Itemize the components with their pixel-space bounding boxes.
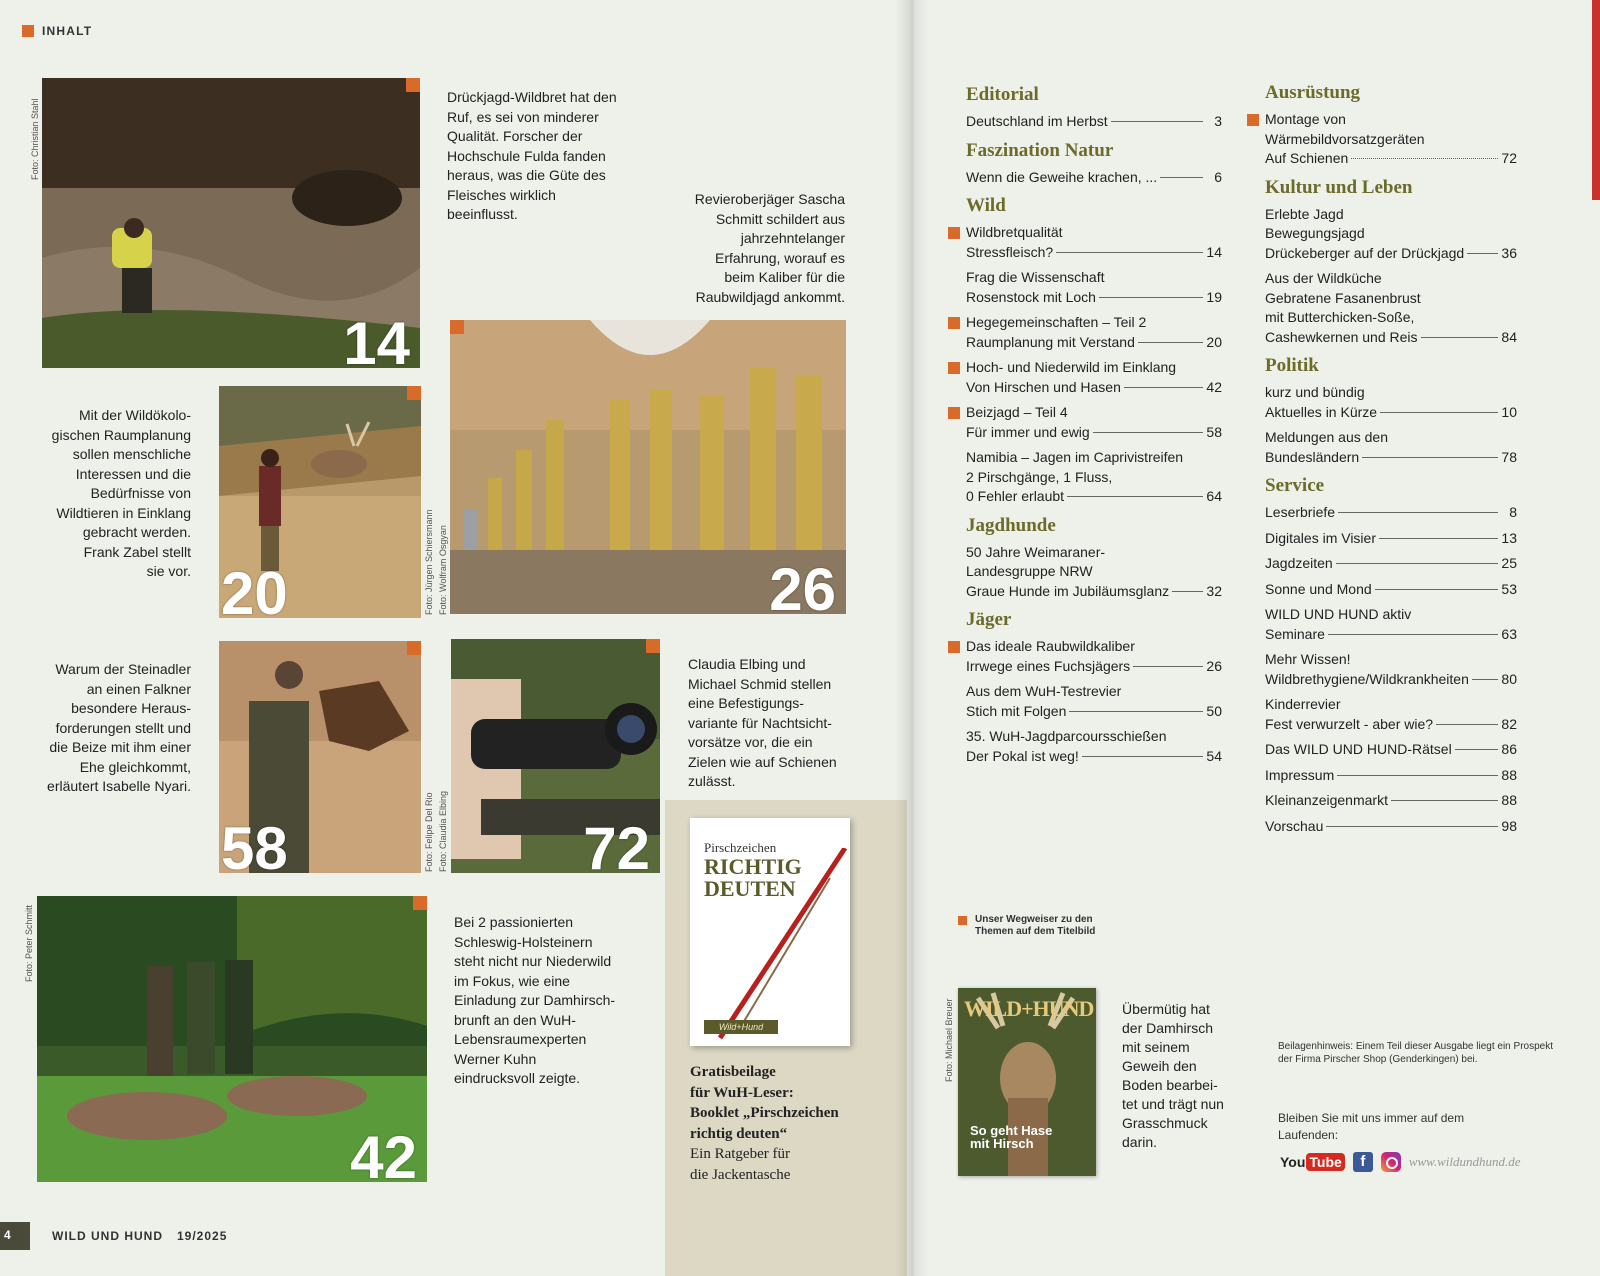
toc-entry-title: Jagdzeiten (1265, 555, 1333, 571)
photo-credit: Foto: Wolfram Osgyan (438, 525, 448, 615)
photo-page-number: 20 (221, 560, 288, 618)
toc-page-number: 14 (1206, 243, 1222, 260)
page-gutter (895, 0, 929, 1276)
facebook-icon[interactable]: f (1353, 1152, 1373, 1172)
toc-entry-line: Frag die Wissenschaft (966, 269, 1105, 285)
toc-entry-title: Sonne und Mond (1265, 580, 1372, 597)
toc-entry-line: Gebratene Fasanenbrust (1265, 289, 1421, 306)
toc-section-heading: Kultur und Leben (1265, 176, 1413, 198)
section-marker-icon (958, 916, 967, 925)
toc-page-number: 19 (1206, 288, 1222, 305)
leader-line (1421, 337, 1498, 338)
toc-entry[interactable] (1265, 503, 1517, 523)
toc-entry-title: Digitales im Visier (1265, 529, 1376, 546)
leader-line (1336, 563, 1498, 564)
toc-entry[interactable] (966, 112, 1222, 132)
cover-topic-marker-icon (948, 641, 960, 653)
leader-line (1380, 412, 1498, 413)
toc-entry-title: Fest verwurzelt - aber wie? (1265, 715, 1434, 732)
photo-page-number: 42 (350, 1124, 417, 1182)
toc-page-number: 63 (1501, 625, 1517, 642)
leader-line (1472, 679, 1498, 680)
cover-title: WILD+HUND (964, 996, 1094, 1021)
magazine-cover[interactable] (958, 988, 1096, 1176)
toc-section-heading: Ausrüstung (1265, 82, 1361, 103)
leader-line (1124, 387, 1203, 388)
instagram-icon[interactable] (1381, 1152, 1401, 1172)
leader-line (1138, 342, 1203, 343)
toc-entry[interactable] (1265, 580, 1517, 600)
toc-page-number: 78 (1501, 448, 1517, 465)
caption-58: Warum der Steinadler an einen Falkner besondere Heraus- forderungen stellt und die Beize mit ihm einer Ehe gleichkommt, erläutert Isabelle Nyari. (47, 661, 191, 794)
leader-line (1338, 512, 1498, 513)
toc-page-number: 8 (1509, 504, 1517, 520)
photo-page-number: 26 (769, 556, 836, 614)
toc-entry[interactable] (1265, 269, 1517, 347)
toc-entry-title: Stich mit Folgen (966, 702, 1067, 719)
toc-page-number: 98 (1501, 817, 1517, 834)
insert-note: Beilagenhinweis: Einem Teil dieser Ausgabe liegt ein Prospekt der Firma Pirscher Shop (Genderkingen) bei. (1278, 1041, 1553, 1065)
toc-entry-title: 0 Fehler erlaubt (966, 488, 1065, 504)
toc-entry-line: Das ideale Raubwildkaliber (966, 638, 1135, 654)
toc-entry-line: Meldungen aus den (1265, 429, 1388, 445)
toc-page-number: 80 (1501, 670, 1517, 687)
caption-72: Claudia Elbing und Michael Schmid stellen eine Befestigungs- variante für Nachtsicht- vorsätze vor, die ein Zielen wie auf Schienen zulässt. (688, 656, 837, 789)
photo-credit: Foto: Felipe Del Rio (424, 792, 434, 872)
leader-line (1467, 253, 1498, 254)
booklet-title-small: Pirschzeichen (704, 840, 777, 855)
toc-section-heading: Editorial (966, 84, 1039, 105)
photo-marker-icon (413, 896, 427, 910)
header-inhalt (22, 24, 92, 38)
toc-entry-title: Von Hirschen und Hasen (966, 378, 1121, 395)
photo-26[interactable] (450, 320, 846, 614)
leader-line (1067, 496, 1203, 497)
leader-line (1337, 775, 1498, 776)
toc-entry-title: Raumplanung mit Verstand (966, 333, 1135, 350)
toc-entry[interactable] (1265, 554, 1517, 574)
toc-entry[interactable] (966, 448, 1222, 507)
leader-line (1362, 457, 1498, 458)
toc-page-number: 3 (1214, 113, 1222, 129)
photo-72[interactable] (451, 639, 660, 873)
photo-marker-icon (646, 639, 660, 653)
toc-page-number: 53 (1501, 580, 1517, 597)
leader-line (1160, 177, 1203, 178)
toc-column-left (966, 76, 1222, 772)
cover-topic-marker-icon (948, 317, 960, 329)
toc-entry[interactable] (1265, 740, 1517, 760)
toc-section-heading: Service (1265, 475, 1325, 496)
toc-entry-title: Für immer und ewig (966, 423, 1090, 440)
toc-entry-line: Bewegungsjagd (1265, 225, 1365, 241)
toc-entry-line: Montage von (1265, 111, 1346, 127)
social-links (1280, 1152, 1521, 1172)
toc-entry[interactable] (1265, 529, 1517, 549)
toc-entry-title: Stressfleisch? (966, 243, 1054, 260)
toc-entry[interactable] (1265, 695, 1517, 734)
toc-entry-line: 35. WuH-Jagdparcoursschießen (966, 728, 1167, 744)
caption-42: Bei 2 passionierten Schleswig-Holsteinern steht nicht nur Niederwild im Fokus, wie eine Einladung zur Damhirsch- brunft an den WuH- Lebensraumexperten Werner Kuhn eindrucksvoll zeigte. (454, 914, 616, 1086)
toc-entry-title: Drückeberger auf der Drückjagd (1265, 244, 1465, 261)
leader-line (1391, 800, 1498, 801)
toc-page-number: 13 (1501, 529, 1517, 546)
toc-page-number: 82 (1501, 715, 1517, 732)
toc-entry-line: Mehr Wissen! (1265, 651, 1351, 667)
photo-58[interactable] (219, 641, 421, 873)
legend-note: Unser Wegweiser zu den Themen auf dem Titelbild (958, 914, 1095, 938)
toc-page-number: 88 (1501, 766, 1517, 783)
toc-entry[interactable] (966, 403, 1222, 442)
photo-credit: Foto: Peter Schmitt (24, 904, 34, 982)
toc-page-number: 36 (1501, 244, 1517, 261)
toc-entry[interactable] (966, 268, 1222, 307)
cover-topic-marker-icon (1247, 114, 1259, 126)
toc-page-number: 20 (1206, 333, 1222, 350)
caption-20: Mit der Wildökolo- gischen Raumplanung sollen menschliche Interessen und die Bedürfnisse von Wildtieren in Einklang gebracht werden. Frank Zabel stellt sie vor. (51, 407, 191, 579)
toc-section-heading: Politik (1265, 355, 1319, 376)
toc-entry-title: Deutschland im Herbst (966, 113, 1108, 129)
toc-entry[interactable] (1265, 766, 1517, 786)
toc-entry[interactable] (966, 543, 1222, 602)
youtube-icon[interactable]: You Tube (1280, 1153, 1345, 1171)
toc-entry-line: Aus dem WuH-Testrevier (966, 683, 1122, 699)
toc-page-number: 58 (1206, 423, 1222, 440)
toc-section-heading: Jagdhunde (966, 514, 1056, 536)
photo-credit: Foto: Jürgen Schiersmann (424, 509, 434, 615)
toc-entry[interactable] (966, 168, 1222, 188)
toc-page-number: 50 (1206, 702, 1222, 719)
toc-entry-line: Hegegemeinschaften – Teil 2 (966, 314, 1147, 330)
leader-line (1111, 121, 1203, 122)
toc-page-number: 84 (1501, 328, 1517, 345)
leader-line (1069, 711, 1203, 712)
photo-page-number: 14 (343, 310, 410, 368)
leader-line (1326, 826, 1498, 827)
section-marker-icon (22, 25, 34, 37)
toc-entry-title: Auf Schienen (1265, 150, 1349, 166)
toc-entry-line: kurz und bündig (1265, 384, 1365, 400)
toc-entry[interactable] (966, 313, 1222, 352)
toc-entry[interactable] (1265, 110, 1517, 169)
toc-entry[interactable] (1265, 817, 1517, 837)
caption-14: Drückjagd-Wildbret hat den Ruf, es sei von minderer Qualität. Forscher der Hochschule Fulda fanden heraus, was die Güte des Fleisches wirklich beeinflusst. (447, 89, 617, 222)
toc-entry-title: Cashewkernen und Reis (1265, 328, 1418, 345)
toc-entry-title: Aktuelles in Kürze (1265, 403, 1378, 420)
toc-entry-title: Wenn die Geweihe krachen, ... (966, 168, 1158, 185)
toc-entry[interactable] (1265, 428, 1517, 467)
toc-page-number: 26 (1206, 657, 1222, 674)
leader-line (1056, 252, 1203, 253)
toc-page-number: 10 (1501, 403, 1517, 420)
toc-page-number: 64 (1206, 488, 1222, 504)
toc-entry[interactable] (1265, 791, 1517, 811)
booklet-cover[interactable] (690, 818, 850, 1046)
toc-entry-line: WILD UND HUND aktiv (1265, 606, 1412, 622)
toc-section-heading: Jäger (966, 609, 1012, 630)
toc-page-number: 72 (1501, 150, 1517, 166)
leader-line (1099, 297, 1203, 298)
toc-entry-title: Das WILD UND HUND-Rätsel (1265, 741, 1452, 757)
header-label: INHALT (42, 24, 93, 38)
website-link[interactable]: www.wildundhund.de (1408, 1154, 1521, 1169)
cover-topic-marker-icon (948, 362, 960, 374)
footer-page-number: 4 (0, 1222, 30, 1250)
toc-page-number: 25 (1501, 555, 1517, 571)
leader-line (1455, 749, 1498, 750)
caption-26: Revieroberjäger Sascha Schmitt schildert aus jahrzehntelanger Erfahrung, worauf es beim Kaliber für die Raubwildjagd ankommt. (694, 191, 845, 305)
leader-line (1093, 432, 1203, 433)
photo-42[interactable] (37, 896, 427, 1182)
toc-entry-title: Vorschau (1265, 817, 1324, 834)
leader-line (1436, 724, 1498, 725)
toc-entry-line: Wärmebildvorsatzgeräten (1265, 130, 1425, 147)
toc-entry[interactable] (966, 223, 1222, 262)
toc-entry-title: Wildbrethygiene/Wildkrankheiten (1265, 670, 1469, 687)
photo-credit: Foto: Claudia Elbing (438, 790, 448, 872)
toc-entry[interactable] (966, 727, 1222, 766)
feather-icon (710, 848, 850, 1046)
toc-entry-title: Seminare (1265, 625, 1325, 642)
toc-page-number: 42 (1206, 378, 1222, 395)
toc-entry[interactable] (1265, 605, 1517, 644)
toc-entry-title: Graue Hunde im Jubiläumsglanz (966, 582, 1170, 599)
toc-page-number: 32 (1206, 582, 1222, 599)
photo-marker-icon (407, 386, 421, 400)
toc-entry[interactable] (1265, 650, 1517, 689)
toc-entry-line: Hoch- und Niederwild im Einklang (966, 359, 1177, 375)
toc-entry-line: Namibia – Jagen im Caprivistreifen (966, 449, 1184, 465)
photo-14[interactable] (42, 78, 420, 368)
toc-entry-title: Bundesländern (1265, 448, 1360, 465)
photo-credit: Foto: Christian Stahl (30, 98, 40, 180)
photo-page-number: 58 (221, 815, 288, 873)
leader-line (1351, 158, 1498, 159)
toc-entry-line: Wildbretqualität (966, 224, 1063, 240)
toc-entry-line: Kinderrevier (1265, 696, 1341, 712)
toc-page-number: 88 (1501, 792, 1517, 808)
toc-entry-line: Landesgruppe NRW (966, 563, 1093, 579)
toc-entry-line: 2 Pirschgänge, 1 Fluss, (966, 468, 1113, 485)
booklet-logo: Wild+Hund (704, 1020, 778, 1034)
stay-connected: Bleiben Sie mit uns immer auf dem Laufenden: (1278, 1111, 1465, 1142)
cover-topic-marker-icon (948, 407, 960, 419)
toc-entry-line: 50 Jahre Weimaraner- (966, 543, 1106, 560)
toc-section-heading: Faszination Natur (966, 139, 1114, 161)
toc-entry-title: Leserbriefe (1265, 504, 1336, 520)
toc-entry[interactable] (966, 358, 1222, 397)
page-edge (1592, 0, 1600, 200)
photo-page-number: 72 (583, 815, 650, 873)
toc-page-number: 86 (1501, 741, 1517, 757)
toc-entry-title: Impressum (1265, 766, 1335, 783)
cover-caption: Übermütig hat der Damhirsch mit seinem Geweih den Boden bearbei- tet und trägt nun Grasschmuck darin. (1122, 1001, 1224, 1150)
toc-entry[interactable] (1265, 383, 1517, 422)
toc-entry-line: mit Butterchicken-Soße, (1265, 309, 1415, 325)
toc-column-right (1265, 74, 1517, 842)
photo-credit: Foto: Michael Breuer (944, 998, 954, 1082)
cover-headline: So geht Hase mit Hirsch (970, 1123, 1053, 1151)
leader-line (1328, 634, 1498, 635)
toc-entry-title: Der Pokal ist weg! (966, 747, 1079, 764)
booklet-title-big: RICHTIG DEUTEN (704, 854, 802, 901)
toc-entry[interactable] (966, 682, 1222, 721)
leader-line (1082, 756, 1203, 757)
booklet-caption: Gratisbeilage für WuH-Leser: Booklet „Pirschzeichen richtig deuten“ Ein Ratgeber für die Jackentasche (690, 1064, 839, 1183)
cover-topic-marker-icon (948, 227, 960, 239)
toc-entry-line: Aus der Wildküche (1265, 270, 1382, 286)
photo-marker-icon (406, 78, 420, 92)
leader-line (1172, 591, 1203, 592)
toc-section-heading: Wild (966, 195, 1006, 216)
toc-entry-title: Irrwege eines Fuchsjägers (966, 657, 1131, 674)
photo-marker-icon (450, 320, 464, 334)
toc-entry-title: Rosenstock mit Loch (966, 288, 1096, 305)
toc-entry[interactable] (1265, 205, 1517, 264)
toc-entry-line: Erlebte Jagd (1265, 205, 1344, 222)
toc-entry-title: Kleinanzeigenmarkt (1265, 792, 1388, 808)
toc-page-number: 54 (1206, 747, 1222, 764)
toc-page-number: 6 (1214, 168, 1222, 185)
leader-line (1133, 666, 1203, 667)
leader-line (1379, 538, 1498, 539)
toc-entry[interactable] (966, 637, 1222, 676)
footer-magazine: WILD UND HUND 19/2025 (52, 1229, 228, 1243)
photo-20[interactable] (219, 386, 421, 618)
toc-entry-line: Beizjagd – Teil 4 (966, 404, 1068, 420)
leader-line (1375, 589, 1498, 590)
photo-marker-icon (407, 641, 421, 655)
